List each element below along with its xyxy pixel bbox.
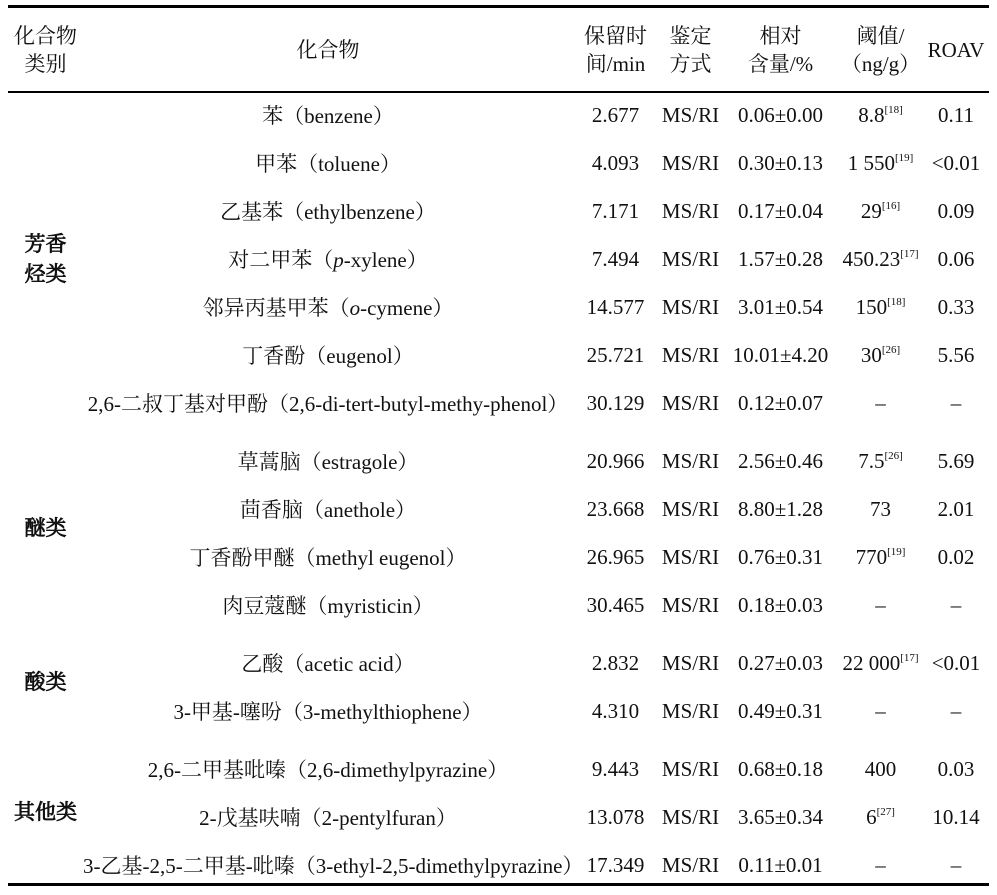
header-roav: ROAV [927, 37, 985, 62]
roav-cell: – [950, 698, 962, 723]
compound-cell [83, 283, 573, 331]
retention-time-cell: 4.310 [591, 698, 640, 723]
threshold-value: 73 [870, 496, 891, 521]
roav-cell: 0.33 [937, 294, 975, 319]
category-cell: 芳香 烃类 [24, 232, 67, 286]
threshold-cell [838, 485, 923, 533]
header-compound: 化合物 [296, 37, 360, 62]
compound-cell [83, 235, 573, 283]
method-cell: MS/RI [661, 852, 720, 877]
content-cell: 0.17±0.04 [737, 198, 824, 223]
roav-cell: 0.06 [937, 246, 975, 271]
category-cell: 醚类 [24, 516, 67, 540]
table-row [8, 283, 989, 331]
reference-citation: [26] [881, 343, 901, 356]
table-row [8, 793, 989, 841]
retention-time-cell: 2.677 [591, 102, 640, 127]
table-row [8, 139, 989, 187]
retention-time-cell: 30.129 [586, 390, 645, 415]
table-row [8, 379, 989, 427]
content-cell: 10.01±4.20 [732, 342, 829, 367]
threshold-cell [838, 533, 923, 581]
threshold-value: – [875, 592, 886, 617]
table-row [8, 331, 989, 379]
threshold-cell [838, 139, 923, 187]
method-cell: MS/RI [661, 592, 720, 617]
reference-citation: [19] [887, 545, 906, 558]
compound-cell: 乙酸（acetic acid） [241, 652, 415, 676]
category-cell: 酸类 [24, 670, 67, 694]
method-cell: MS/RI [661, 698, 720, 723]
method-cell: MS/RI [661, 804, 720, 829]
compound-cell: 丁香酚甲醚（methyl eugenol） [189, 546, 467, 570]
content-cell: 3.65±0.34 [737, 804, 824, 829]
roav-cell: 5.56 [937, 342, 975, 367]
header-content: 相对 含量/% [747, 23, 814, 76]
retention-time-cell: 14.577 [586, 294, 645, 319]
method-cell: MS/RI [661, 650, 720, 675]
method-cell: MS/RI [661, 756, 720, 781]
content-cell: 0.68±0.18 [737, 756, 824, 781]
compound-table [8, 8, 989, 889]
threshold-value: – [875, 390, 886, 415]
retention-time-cell: 7.494 [591, 246, 640, 271]
content-cell: 0.27±0.03 [737, 650, 824, 675]
content-cell: 8.80±1.28 [737, 496, 824, 521]
content-cell: 0.30±0.13 [737, 150, 824, 175]
table-row [8, 687, 989, 735]
roav-cell: 0.03 [937, 756, 975, 781]
compound-cell: 苯（benzene） [262, 104, 394, 128]
threshold-value: 29 [860, 198, 882, 223]
threshold-value: 22 000 [842, 650, 901, 675]
content-cell: 0.49±0.31 [737, 698, 824, 723]
threshold-value: 450.23 [842, 246, 901, 271]
category-cell: 其他类 [14, 800, 77, 824]
method-cell: MS/RI [661, 102, 720, 127]
content-cell: 0.76±0.31 [737, 544, 824, 569]
compound-cell: 茴香脑（anethole） [239, 498, 417, 522]
threshold-value: 7.5 [858, 448, 885, 473]
content-cell: 0.12±0.07 [737, 390, 824, 415]
threshold-cell [838, 379, 923, 427]
compound-cell: 肉豆蔻醚（myristicin） [222, 594, 434, 618]
retention-time-cell: 25.721 [586, 342, 645, 367]
roav-cell: <0.01 [931, 650, 981, 675]
method-cell: MS/RI [661, 448, 720, 473]
roav-cell: 0.02 [937, 544, 975, 569]
content-cell: 2.56±0.46 [737, 448, 824, 473]
table-row [8, 91, 989, 139]
threshold-value: 8.8 [858, 102, 885, 127]
method-cell: MS/RI [661, 342, 720, 367]
retention-time-cell: 26.965 [586, 544, 645, 569]
threshold-value: 6 [866, 804, 877, 829]
compound-cell: 3-乙基-2,5-二甲基-吡嗪（3-ethyl-2,5-dimethylpyrazine） [83, 854, 584, 878]
threshold-cell [838, 187, 923, 235]
content-cell: 0.11±0.01 [738, 852, 823, 877]
threshold-value: 30 [860, 342, 882, 367]
retention-time-cell: 9.443 [591, 756, 640, 781]
method-cell: MS/RI [661, 150, 720, 175]
roav-cell: <0.01 [931, 150, 981, 175]
method-cell: MS/RI [661, 496, 720, 521]
threshold-cell [838, 91, 923, 139]
table-row [8, 533, 989, 581]
roav-cell: 10.14 [932, 804, 980, 829]
method-cell: MS/RI [661, 198, 720, 223]
method-cell: MS/RI [661, 246, 720, 271]
compound-cell: 草蒿脑（estragole） [237, 450, 419, 474]
retention-time-cell: 17.349 [586, 852, 645, 877]
retention-time-cell: 23.668 [586, 496, 645, 521]
threshold-cell [838, 427, 923, 485]
reference-citation: [16] [881, 199, 901, 212]
compound-name-prefix: 邻异丙基甲苯（ [202, 296, 350, 320]
compound-cell: 甲苯（toluene） [255, 152, 401, 176]
header-method: 鉴定 方式 [669, 23, 712, 76]
reference-citation: [19] [894, 151, 914, 164]
compound-name-suffix: -cymene） [360, 296, 454, 320]
threshold-cell [838, 735, 923, 793]
table-row [8, 485, 989, 533]
roav-cell: 0.11 [938, 102, 974, 127]
retention-time-cell: 20.966 [586, 448, 645, 473]
retention-time-cell: 30.465 [586, 592, 645, 617]
threshold-value: – [875, 698, 886, 723]
roav-cell: 2.01 [937, 496, 975, 521]
header-row [8, 8, 989, 91]
header-retention: 保留时 间/min [584, 23, 647, 76]
threshold-value: – [875, 852, 886, 877]
roav-cell: – [950, 592, 962, 617]
content-cell: 3.01±0.54 [737, 294, 824, 319]
threshold-cell [838, 283, 923, 331]
method-cell: MS/RI [661, 390, 720, 415]
compound-cell: 2,6-二叔丁基对甲酚（2,6-di-tert-butyl-methy-phenol） [87, 392, 569, 416]
content-cell: 1.57±0.28 [737, 246, 824, 271]
compound-name-italic: o [349, 296, 361, 320]
compound-cell: 3-甲基-噻吩（3-methylthiophene） [173, 700, 483, 724]
roav-cell: 5.69 [937, 448, 975, 473]
table-row [8, 841, 989, 889]
threshold-cell [838, 331, 923, 379]
threshold-cell [838, 235, 923, 283]
compound-cell: 2,6-二甲基吡嗪（2,6-dimethylpyrazine） [147, 758, 509, 782]
reference-citation: [17] [900, 651, 919, 664]
retention-time-cell: 4.093 [591, 150, 640, 175]
threshold-cell [838, 687, 923, 735]
table-row [8, 427, 989, 485]
roav-cell: 0.09 [937, 198, 975, 223]
table-body [8, 91, 989, 889]
table-row [8, 581, 989, 629]
threshold-cell [838, 841, 923, 889]
compound-name-prefix: 对二甲苯（ [228, 248, 334, 272]
retention-time-cell: 2.832 [591, 650, 640, 675]
retention-time-cell: 7.171 [591, 198, 640, 223]
reference-citation: [17] [900, 247, 919, 260]
compound-name-suffix: -xylene） [343, 248, 428, 272]
threshold-cell [838, 629, 923, 687]
content-cell: 0.18±0.03 [737, 592, 824, 617]
content-cell: 0.06±0.00 [737, 102, 824, 127]
compound-cell: 乙基苯（ethylbenzene） [220, 200, 436, 224]
method-cell: MS/RI [661, 544, 720, 569]
threshold-value: 400 [864, 756, 897, 781]
compound-cell: 2-戊基呋喃（2-pentylfuran） [199, 806, 457, 830]
compound-name-italic: p [333, 248, 344, 272]
table-row [8, 629, 989, 687]
retention-time-cell: 13.078 [586, 804, 645, 829]
table-row [8, 735, 989, 793]
header-threshold: 阈值/ （ng/g） [840, 23, 921, 76]
threshold-value: 1 550 [847, 150, 895, 175]
reference-citation: [18] [887, 295, 906, 308]
threshold-value: 150 [855, 294, 888, 319]
reference-citation: [27] [876, 805, 895, 818]
roav-cell: – [950, 852, 962, 877]
roav-cell: – [950, 390, 962, 415]
threshold-cell [838, 581, 923, 629]
table-row [8, 187, 989, 235]
reference-citation: [26] [884, 449, 903, 462]
threshold-value: 770 [855, 544, 888, 569]
method-cell: MS/RI [661, 294, 720, 319]
threshold-cell [838, 793, 923, 841]
reference-citation: [18] [884, 103, 903, 116]
table-row [8, 235, 989, 283]
header-category: 化合物 类别 [14, 23, 77, 76]
compound-cell: 丁香酚（eugenol） [242, 344, 414, 368]
